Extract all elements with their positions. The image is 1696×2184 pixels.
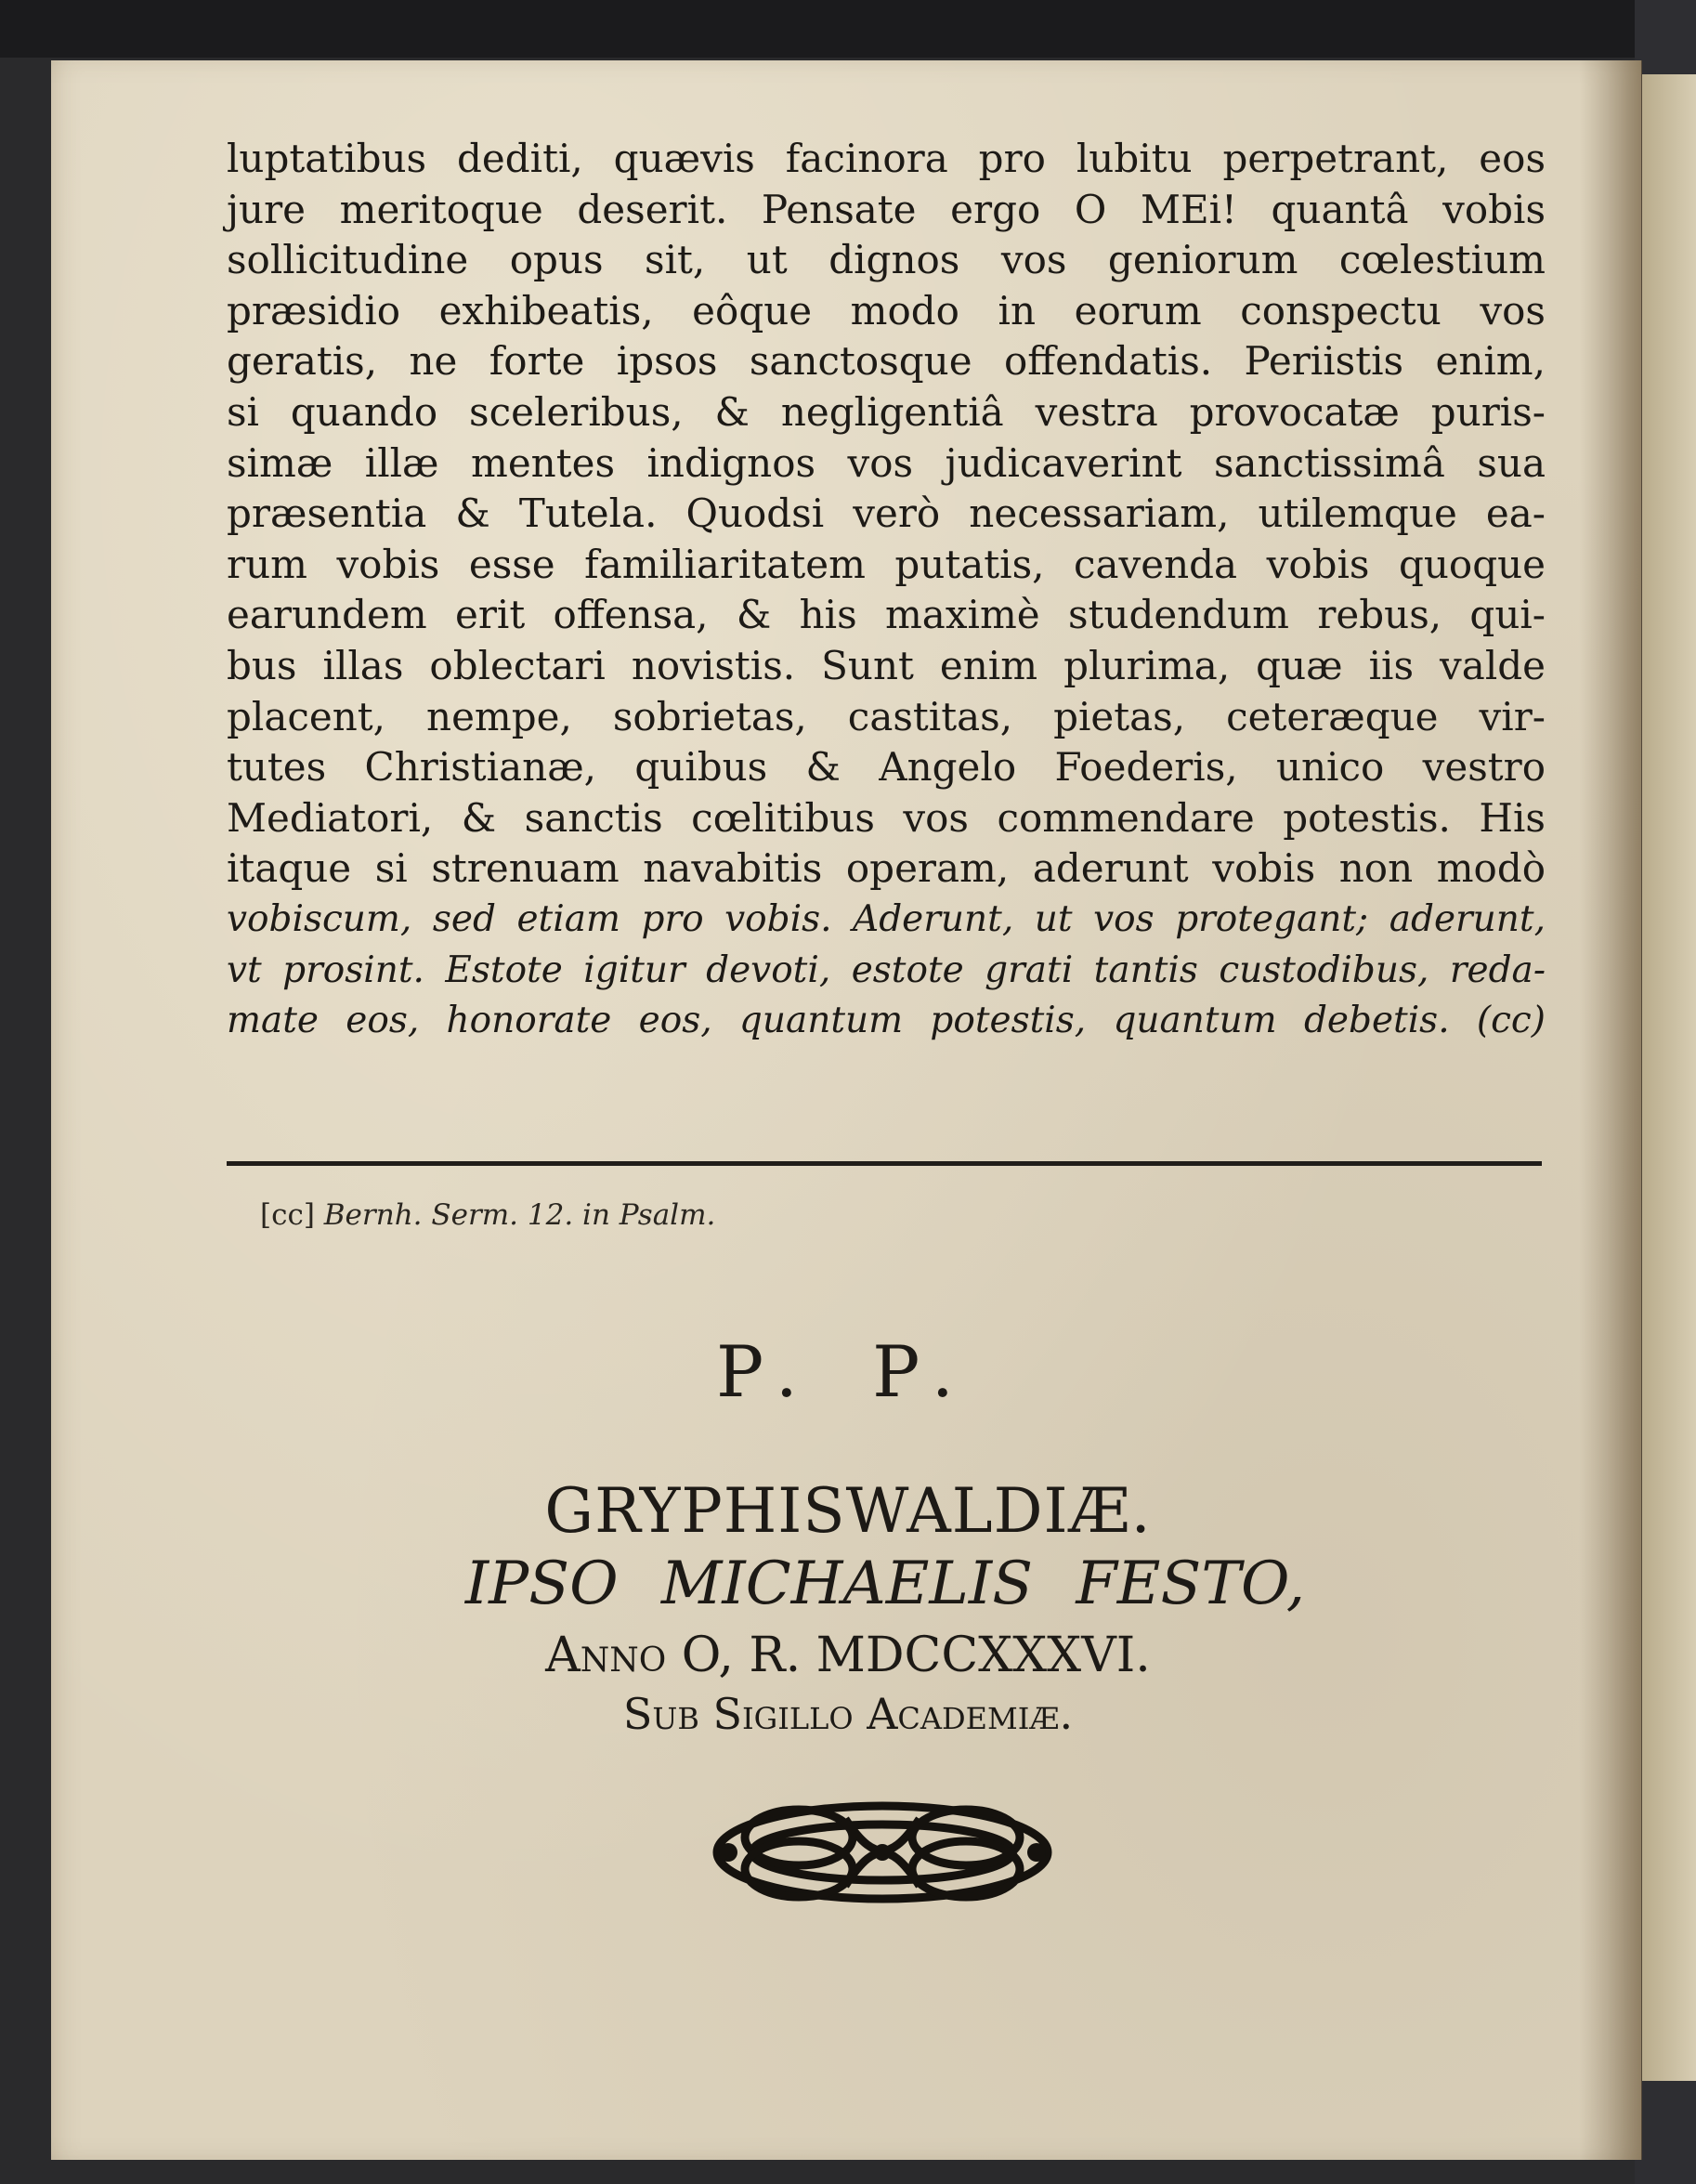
adjacent-page-edge [1642,74,1696,2081]
knotwork-tailpiece-icon [706,1791,1059,1914]
body-line: rum vobis esse familiaritatem putatis, cavenda vobis quoque [227,541,1546,587]
body-line: luptatibus dediti, quævis facinora pro lubitu perpetrant, eos [227,136,1546,181]
body-line: bus illas oblectari novistis. Sunt enim plurima, quæ iis valde [227,642,1546,688]
body-line: præsentia & Tutela. Quodsi verò necessariam, utilemque ea- [227,490,1546,537]
body-line: itaque si strenuam navabitis operam, aderunt vobis non modò [227,845,1546,892]
body-line: simæ illæ mentes indignos vos judicaverint sanctissimâ sua [227,439,1546,486]
body-line-italic: vobiscum, sed etiam pro vobis. Aderunt, ut vos protegant; aderunt, [227,897,1546,940]
body-line: sollicitudine opus sit, ut dignos vos geniorum cœlestium [227,237,1546,283]
imprint-place: GRYPHISWALDIÆ. [544,1475,1152,1547]
body-text [227,134,1546,1047]
body-line: præsidio exhibeatis, eôque modo in eorum conspectu vos [227,287,1546,333]
body-line: si quando sceleribus, & negligentiâ vestra provocatæ puris- [227,388,1546,435]
imprint-feast: IPSO MICHAELIS FESTO, [464,1550,1306,1618]
footnote-rule [227,1161,1542,1166]
body-line: tutes Christianæ, quibus & Angelo Foederis, unico vestro [227,744,1546,791]
body-line: jure meritoque deserit. Pensate ergo O MEi! quantâ vobis [227,186,1546,232]
body-line-italic: mate eos, honorate eos, quantum potestis, quantum debetis. (cc) [227,1000,1546,1042]
page-gutter-shadow [1579,60,1642,2160]
body-line: earundem erit offensa, & his maximè studendum rebus, qui- [227,592,1546,638]
pp-heading: P. P. [716,1330,980,1413]
footnote-marker: [cc] [260,1198,315,1232]
imprint-seal: Sub Sigillo Academiæ. [622,1689,1074,1739]
body-line: Mediatori, & sanctis cœlitibus vos commendare potestis. His [227,794,1546,841]
imprint-year: Anno O, R. MDCCXXXVI. [545,1628,1151,1683]
footnote-reference: Bernh. Serm. 12. in Psalm. [323,1198,716,1232]
footnote [260,1198,715,1232]
body-line: geratis, ne forte ipsos sanctosque offendatis. Periistis enim, [227,338,1546,385]
scan-background-top [0,0,1696,58]
body-line-italic: vt prosint. Estote igitur devoti, estote grati tantis custodibus, reda- [227,948,1546,991]
body-line: placent, nempe, sobrietas, castitas, pietas, ceteræque vir- [227,693,1546,739]
